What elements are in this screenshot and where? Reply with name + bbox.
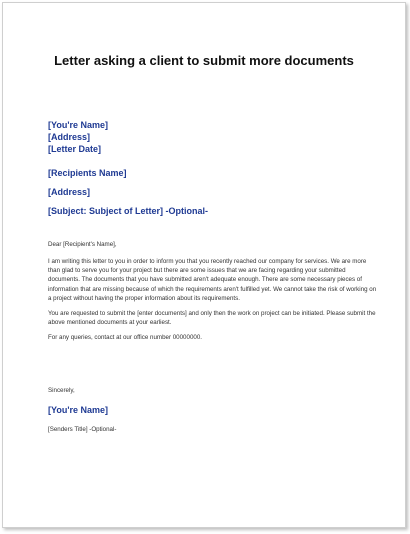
- sender-address: [Address]: [48, 132, 91, 142]
- sender-block: [48, 119, 108, 155]
- signature-title: [Senders Title] -Optional-: [48, 426, 117, 433]
- closing: Sincerely,: [48, 387, 75, 394]
- body-paragraph: I am writing this letter to you in order to inform you that you recently reached our company for services. We are more than glad to serve you for your project but there are some issues that we are facing regarding your submitted documents. The documents that you have submitted aren't adequate enough. There are some necessary pieces of information that are missing because of which the requirements aren't fulfilled yet. We cannot take the risk of working on a project without having the proper information about its requirements.: [48, 258, 377, 302]
- letter-page: [2, 2, 406, 528]
- body-paragraph: You are requested to submit the [enter documents] and only then the work on project can be initiated. Please submit the above mentioned documents at your earliest.: [48, 310, 376, 327]
- recipient-address: [Address]: [48, 187, 91, 197]
- sender-name: [You're Name]: [48, 120, 108, 130]
- subject-line: [Subject: Subject of Letter] -Optional-: [48, 206, 208, 216]
- page-title: Letter asking a client to submit more documents: [54, 53, 354, 68]
- body-paragraph: For any queries, contact at our office number 00000000.: [48, 334, 202, 342]
- letter-body: [48, 257, 377, 349]
- sender-date: [Letter Date]: [48, 144, 102, 154]
- salutation: Dear [Recipient's Name],: [48, 241, 117, 248]
- recipient-name: [Recipients Name]: [48, 168, 127, 178]
- signature-name: [You're Name]: [48, 405, 108, 415]
